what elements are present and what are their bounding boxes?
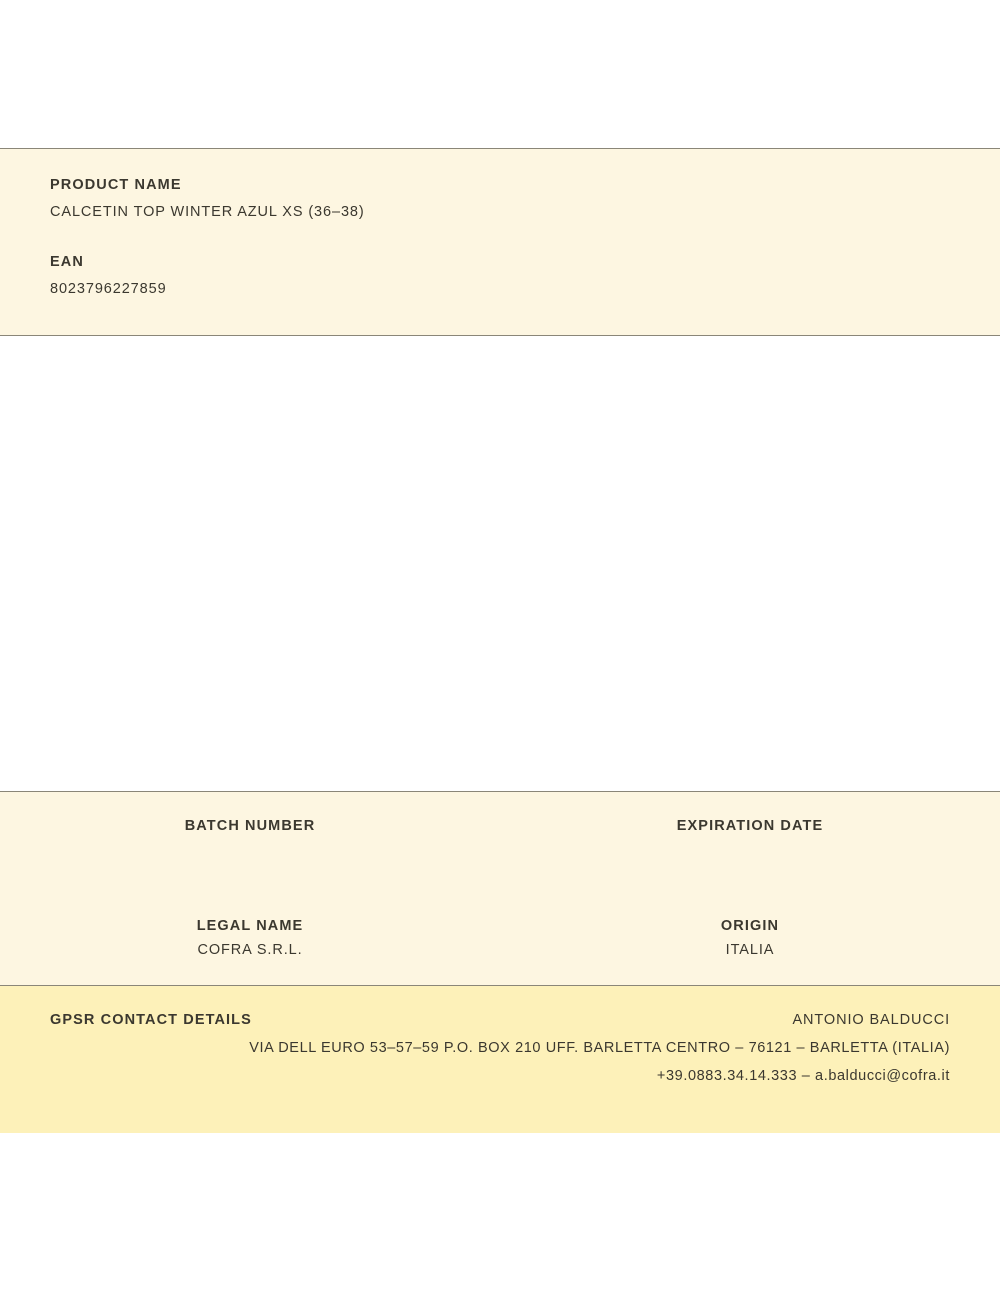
product-info-band	[0, 148, 1000, 336]
legal-name-cell	[0, 918, 500, 960]
legal-origin-row	[0, 918, 1000, 960]
gpsr-contact-name: ANTONIO BALDUCCI	[792, 1012, 950, 1028]
expiration-date-cell	[500, 818, 1000, 860]
blank-content-area	[0, 336, 1000, 791]
origin-label: ORIGIN	[720, 918, 780, 934]
expiration-date-label: EXPIRATION DATE	[676, 818, 824, 834]
batch-row-spacer	[0, 860, 1000, 918]
expiration-date-value	[500, 842, 1000, 860]
ean-field	[50, 254, 950, 297]
batch-info-band	[0, 791, 1000, 986]
batch-expiration-row	[0, 818, 1000, 860]
gpsr-contact-band	[0, 986, 1000, 1133]
bottom-spacer	[0, 1133, 1000, 1300]
gpsr-address: VIA DELL EURO 53–57–59 P.O. BOX 210 UFF. BARLETTA CENTRO – 76121 – BARLETTA (ITALIA)	[249, 1040, 950, 1056]
top-spacer	[0, 0, 1000, 148]
origin-cell	[500, 918, 1000, 960]
product-name-label: PRODUCT NAME	[50, 177, 182, 193]
gpsr-header-row	[50, 1012, 950, 1028]
legal-name-label: LEGAL NAME	[196, 918, 304, 934]
origin-value: ITALIA	[725, 942, 775, 958]
batch-number-cell	[0, 818, 500, 860]
ean-label: EAN	[50, 254, 84, 270]
gpsr-title: GPSR CONTACT DETAILS	[50, 1012, 252, 1028]
batch-number-label: BATCH NUMBER	[184, 818, 316, 834]
ean-value: 8023796227859	[50, 281, 167, 297]
product-name-value: CALCETIN TOP WINTER AZUL XS (36–38)	[50, 204, 365, 220]
gpsr-phone-email: +39.0883.34.14.333 – a.balducci@cofra.it	[656, 1068, 950, 1084]
legal-name-value: COFRA S.R.L.	[197, 942, 303, 958]
batch-number-value	[0, 842, 500, 860]
product-name-field	[50, 177, 950, 220]
